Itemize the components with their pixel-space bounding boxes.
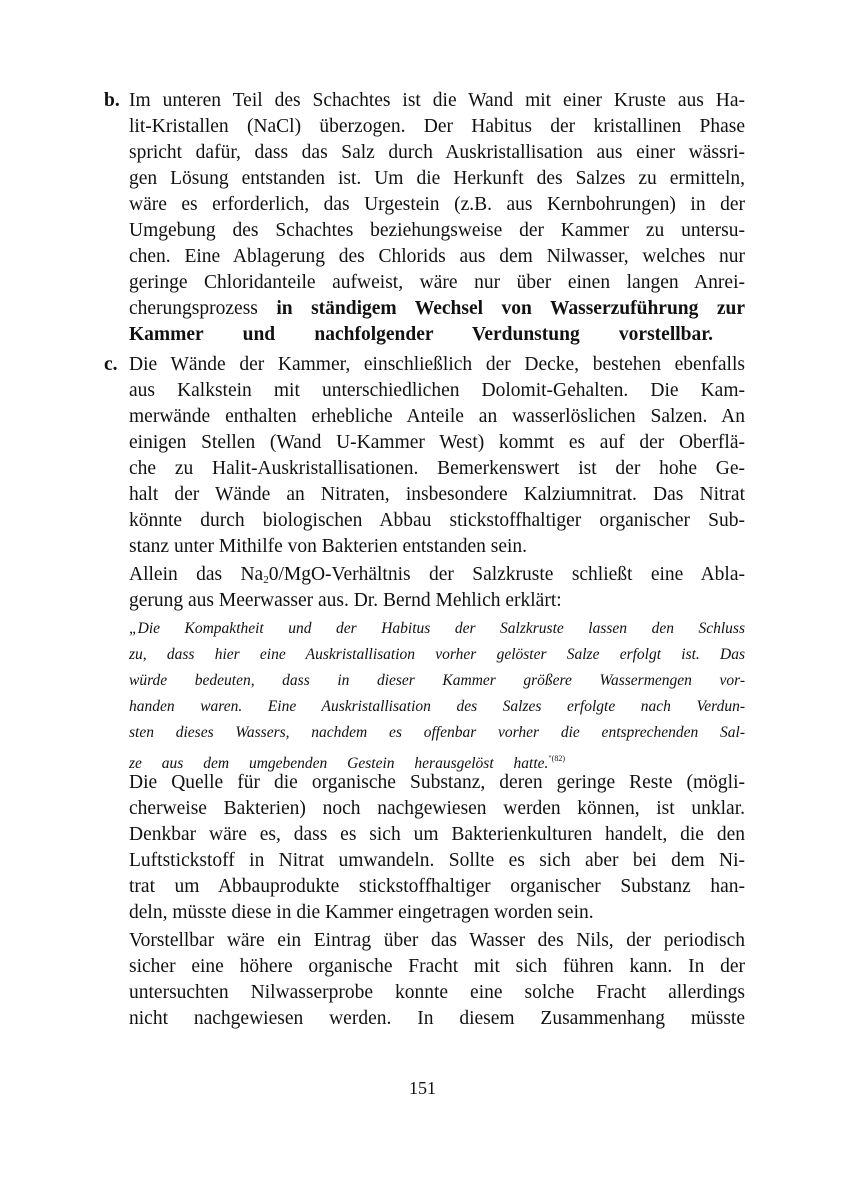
text-line: halt der Wände an Nitraten, insbesondere Kalziumnitrat. Das Nitrat	[129, 484, 745, 505]
text-line: trat um Abbauprodukte stickstoffhaltiger organischer Substanz han-	[129, 876, 745, 897]
text-line: Die Wände der Kammer, einschließlich der Decke, bestehen ebenfalls	[129, 354, 745, 375]
text-line: Die Quelle für die organische Substanz, deren geringe Reste (mögli-	[129, 772, 745, 793]
quote-text: ze aus dem umgebenden Gestein herausgelöst hatte.	[129, 755, 549, 772]
text-line: Denkbar wäre es, dass es sich um Bakterienkulturen handelt, die den	[129, 824, 745, 845]
text-line-mixed	[129, 296, 745, 322]
text-line: deln, müsste diese in die Kammer eingetragen worden sein.	[129, 902, 594, 923]
text-line: stanz unter Mithilfe von Bakterien entstanden sein.	[129, 536, 528, 557]
text-line: sicher eine höhere organische Fracht mit sich führen kann. In der	[129, 956, 745, 977]
text-span: Allein das Na	[129, 564, 264, 585]
text-line: Im unteren Teil des Schachtes ist die Wand mit einer Kruste aus Ha-	[129, 90, 745, 111]
list-marker-b: b.	[104, 90, 120, 111]
text-line: lit-Kristallen (NaCl) überzogen. Der Habitus der kristallinen Phase	[129, 116, 745, 137]
emphasis-text: in ständigem Wechsel von Wasserzuführung zur	[276, 298, 746, 319]
text-line: cherweise Bakterien) noch nachgewiesen werden können, ist unklar.	[129, 798, 745, 819]
text-line: könnte durch biologischen Abbau stickstoffhaltiger organischer Sub-	[129, 510, 745, 531]
text-line: geringe Chloridanteile aufweist, wäre nur über einen langen Anrei-	[129, 272, 745, 293]
quote-line: handen waren. Eine Auskristallisation des Salzes erfolgte nach Verdun-	[129, 698, 745, 715]
text-span: cherungsprozess	[129, 298, 277, 319]
text-line: Luftstickstoff in Nitrat umwandeln. Sollte es sich aber bei dem Ni-	[129, 850, 745, 871]
subscript: 2	[263, 574, 269, 586]
text-line: nicht nachgewiesen werden. In diesem Zusammenhang müsste	[129, 1008, 745, 1029]
text-line: che zu Halit-Auskristallisationen. Bemerkenswert ist der hohe Ge-	[129, 458, 745, 479]
text-line: Umgebung des Schachtes beziehungsweise der Kammer zu untersu-	[129, 220, 745, 241]
text-line: einigen Stellen (Wand U-Kammer West) kommt es auf der Oberflä-	[129, 432, 745, 453]
quote-line: „Die Kompaktheit und der Habitus der Salzkruste lassen den Schluss	[129, 620, 745, 637]
emphasis-text-line: Kammer und nachfolgender Verdunstung vorstellbar.	[129, 324, 713, 345]
text-line: untersuchten Nilwasserprobe konnte eine solche Fracht allerdings	[129, 982, 745, 1003]
text-span: 0/MgO-Verhältnis der Salzkruste schließt eine Abla-	[268, 564, 745, 585]
page-number: 151	[409, 1078, 436, 1098]
text-line: chen. Eine Ablagerung des Chlorids aus dem Nilwasser, welches nur	[129, 246, 745, 267]
text-line: gen Lösung entstanden ist. Um die Herkunft des Salzes zu ermitteln,	[129, 168, 745, 189]
text-line: Vorstellbar wäre ein Eintrag über das Wasser des Nils, der periodisch	[129, 930, 745, 951]
text-line: gerung aus Meerwasser aus. Dr. Bernd Mehlich erklärt:	[129, 590, 562, 611]
text-line: aus Kalkstein mit unterschiedlichen Dolomit-Gehalten. Die Kam-	[129, 380, 745, 401]
quote-line: sten dieses Wassers, nachdem es offenbar vorher die entsprechenden Sal-	[129, 724, 745, 741]
text-line: spricht dafür, dass das Salz durch Auskristallisation aus einer wässri-	[129, 142, 745, 163]
list-marker-c: c.	[104, 354, 118, 375]
text-line: merwände enthalten erhebliche Anteile an wasserlöslichen Salzen. An	[129, 406, 745, 427]
text-line: wäre es erforderlich, das Urgestein (z.B. aus Kernbohrungen) in der	[129, 194, 745, 215]
quote-line: würde bedeuten, dass in dieser Kammer größere Wassermengen vor-	[129, 672, 745, 689]
text-line-ratio	[129, 562, 745, 588]
footnote-mark: "(82)	[548, 754, 565, 763]
quote-line-last	[129, 746, 565, 772]
quote-line: zu, dass hier eine Auskristallisation vorher gelöster Salze erfolgt ist. Das	[129, 646, 745, 663]
